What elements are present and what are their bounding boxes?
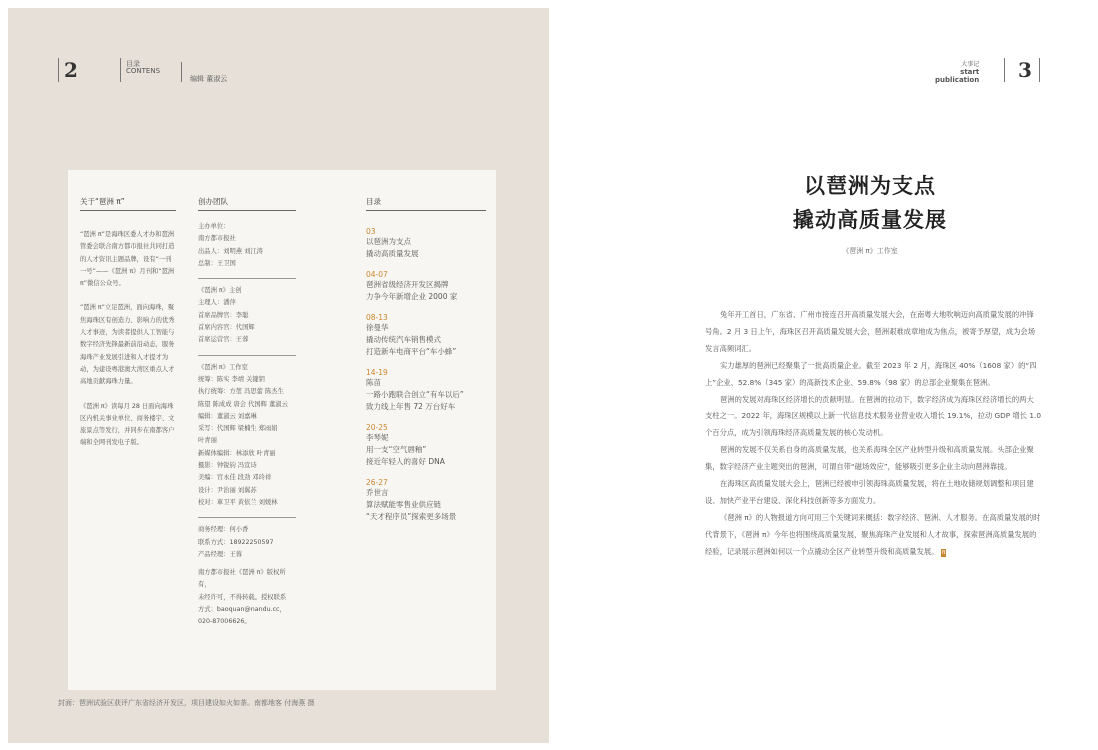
- about-para-3: 《琶洲 π》读每月 28 日面向海珠区内机关事业单位、商务楼宇、文旅景点等发行，并同步在南都客户端和全网刊发电子版。: [80, 402, 175, 447]
- editor-rule: [181, 62, 182, 82]
- article-title-line-1: 以琶洲为支点: [804, 174, 936, 198]
- header-label-en-right-2: publication: [935, 76, 980, 84]
- team-block-2: [198, 285, 296, 346]
- header-label-right: [935, 61, 979, 84]
- toc-page-range: 20-25: [366, 423, 388, 432]
- toc-entry-line: 力争今年新增企业 2000 家: [366, 292, 458, 301]
- toc-entry-line: 琶洲省级经济开发区揭牌: [366, 280, 449, 289]
- team-line: 《琶洲 π》工作室: [198, 363, 248, 371]
- toc-entry-line: 以琶洲为支点: [366, 237, 411, 246]
- header-label-cn-left: 目录: [126, 60, 140, 68]
- toc-item[interactable]: [366, 227, 486, 260]
- about-title: 关于“琶洲 π”: [80, 196, 176, 211]
- article-byline: 《琶洲 π》工作室: [842, 247, 898, 255]
- toc-column: [366, 196, 486, 523]
- page-number-left: 2: [64, 58, 78, 82]
- team-line: 设计：尹治丽 刘翼苏: [198, 486, 257, 494]
- team-line: 执行统筹：方堃 冯思蕾 陈杰生: [198, 388, 284, 396]
- team-line: 南方都市报社《琶洲 π》版权所有，: [198, 569, 286, 589]
- team-line: 叶青丽: [198, 437, 217, 445]
- article-paragraph-text: 《琶洲 π》的人物报道方向可用三个关键词来概括：数字经济、琶洲、人才服务。在高质量发展的时代背景下，《琶洲 π》今年也将围绕高质量发展，聚焦海珠产业发展和人才故事，探索琶洲高质量发展的经验，记录展示琶洲如何以一个点撬动全区产业转型升级和高质量发展。: [705, 512, 1041, 556]
- toc-entry-line: 一路小跑联合创立“有车以后”: [366, 390, 464, 399]
- team-line: 陈望 陈成成 唐会 代国辉 董淑云: [198, 400, 288, 408]
- toc-entry-line: 陈苗: [366, 378, 381, 387]
- team-line: 未经许可，不得转载。授权联系: [198, 593, 287, 601]
- team-column: [198, 196, 296, 629]
- team-block-4: [198, 524, 296, 561]
- toc-item[interactable]: [366, 270, 486, 303]
- team-line: 南方都市报社: [198, 235, 236, 243]
- team-line: 摄影：钟锐钧 冯宣诗: [198, 462, 257, 470]
- toc-page-range: 04-07: [366, 270, 388, 279]
- toc-item[interactable]: [366, 313, 486, 358]
- team-line: 方式：baoquan@nandu.cc，: [198, 606, 286, 614]
- team-line: 校对：車卫平 黄依兰 刘媛林: [198, 498, 278, 506]
- end-mark-icon: π: [941, 548, 946, 556]
- toc-entry-line: 接近年轻人的喜好 DNA: [366, 457, 445, 466]
- header-rule-left: [120, 58, 121, 82]
- team-title: 创办团队: [198, 196, 296, 211]
- toc-entry-line: 用一支“空气唇釉”: [366, 445, 427, 454]
- team-line: 美编：官永佳 段劲 邓玲祥: [198, 474, 272, 482]
- team-divider: [198, 355, 296, 356]
- team-line: 首席品牌官：李聪: [198, 311, 249, 319]
- toc-page-range: 14-19: [366, 368, 388, 377]
- team-line: 主理人：潘萍: [198, 299, 236, 307]
- team-line: 编辑：董淑云 刘嘉琳: [198, 412, 257, 420]
- team-divider: [198, 517, 296, 518]
- team-line: 联系方式：18922250597: [198, 538, 274, 546]
- editor-credit: 编辑 董淑云: [190, 75, 228, 83]
- header-rule-right: [1004, 58, 1005, 82]
- team-line: 统筹：陈实 李靖 关键钥: [198, 375, 265, 383]
- toc-item[interactable]: [366, 423, 486, 468]
- article-title-line-2: 撬动高质量发展: [793, 208, 947, 232]
- header-label-cn-right: 大事记: [961, 61, 980, 68]
- team-line: 总制：王卫国: [198, 259, 236, 267]
- team-line: 产品经理：王蓉: [198, 550, 243, 558]
- article-paragraph-last: [705, 510, 1041, 561]
- team-block-1: [198, 221, 296, 270]
- toc-item[interactable]: [366, 478, 486, 523]
- team-block-3: [198, 362, 296, 510]
- team-line: 《琶洲 π》主创: [198, 287, 242, 295]
- article-paragraph: 在海珠区高质量发展大会上，琶洲已经被申引领海珠高质量发展，将在土地收储规划调整和项目建设、加快产业平台建设、深化科技创新等多方面发力。: [705, 479, 1034, 505]
- team-divider: [198, 278, 296, 279]
- article-paragraph: 实力雄厚的琶洲已经聚集了一批高质量企业。截至 2023 年 2 月，海珠区 40%（1608 家）的“四上”企业、52.8%（345 家）的高新技术企业、59.8%（98 家）的总部企业聚集在琶洲。: [705, 360, 1037, 387]
- article-paragraph: 琶洲的发展对海珠区经济增长的贡献明显。在琶洲的拉动下，数字经济成为海珠区经济增长的两大支柱之一。2022 年，海珠区规模以上新一代信息技术服务业营业收入增长 19.1%，拉动 GDP 增长 1.0 个百分点，成为引领海珠经济高质量发展的核心发动机。: [705, 394, 1042, 438]
- team-line: 新媒体编辑：林添欣 叶青丽: [198, 449, 276, 457]
- team-line: 首席内容官：代国辉: [198, 324, 255, 332]
- toc-entry-line: 撬动高质量发展: [366, 249, 419, 258]
- article-title: [700, 170, 1040, 234]
- page-number-rule-right: [1039, 58, 1040, 82]
- toc-page-range: 03: [366, 227, 376, 236]
- team-line: 出品人：刘明燕 刘江涛: [198, 247, 263, 255]
- article-paragraph: 兔年开工首日，广东省、广州市接连召开高质量发展大会，在南粤大地吹响迈向高质量发展的冲锋号角。2 月 3 日上午，海珠区召开高质量发展大会，琶洲艰难成章地成为焦点，被寄予厚望，成为会场发言高频词汇。: [705, 310, 1036, 353]
- article-paragraph: 琶洲的发展不仅关系自身的高质量发展，也关系海珠全区产业转型升级和高质量发展。头部企业聚集，数字经济产业主题突出的琶洲，可谓自带“磁场效应”，能够吸引更多企业主动向琶洲靠拢。: [705, 445, 1034, 472]
- page-number-rule-left: [58, 58, 59, 82]
- toc-entry-line: 徐曼华: [366, 323, 389, 332]
- article-body: [705, 307, 1041, 561]
- team-line: 首席运营官：王蓉: [198, 336, 249, 344]
- team-line: 020-87006626。: [198, 618, 251, 626]
- about-para-1: “琶洲 π”是海珠区委人才办和琶洲管委会联合南方都市报社共同打造的人才资讯主题品牌，设有“一刊一号”——《琶洲 π》月刊和“琶洲π”微信公众号。: [80, 231, 175, 288]
- toc-title: 目录: [366, 196, 486, 211]
- toc-entry-line: “天才程序员”探索更多场景: [366, 512, 457, 521]
- header-label-en-right-1: start: [960, 68, 980, 76]
- toc-item[interactable]: [366, 368, 486, 413]
- header-label-en-left: CONTENS: [126, 67, 161, 75]
- toc-entry-line: 打造新车电商平台“车小蜂”: [366, 347, 457, 356]
- team-line: 主办单位：: [198, 223, 230, 230]
- toc-entry-line: 致力线上年售 72 万台好车: [366, 402, 456, 411]
- about-column: [80, 196, 176, 450]
- toc-entry-line: 李琴妮: [366, 433, 389, 442]
- team-line: 商务经理：何小香: [198, 526, 249, 534]
- toc-page-range: 08-13: [366, 313, 388, 322]
- toc-page-range: 26-27: [366, 478, 388, 487]
- team-block-5: [198, 567, 296, 628]
- page-number-right: 3: [1018, 58, 1032, 82]
- toc-entry-line: 撬动传统汽车销售模式: [366, 335, 441, 344]
- toc-entry-line: 乔世言: [366, 488, 389, 497]
- toc-entry-line: 算法赋能零售业供应链: [366, 500, 441, 509]
- about-para-2: “琶洲 π”立足琶洲，面向海珠，聚焦海珠区有创造力、影响力的优秀人才事迹，为读者提供人工智能与数字经济先锋最新前沿动态，服务海珠产业发展引进和人才提才为动，为建设粤港澳大湾区重点人才高地贡献海珠力量。: [80, 304, 175, 386]
- team-line: 采写：代国辉 梁楠生 郑雨娟: [198, 425, 278, 433]
- cover-caption: 封面：琶洲试验区获评广东省经济开发区，项目建设如火如荼。南都地客 付海燕 摄: [58, 699, 315, 707]
